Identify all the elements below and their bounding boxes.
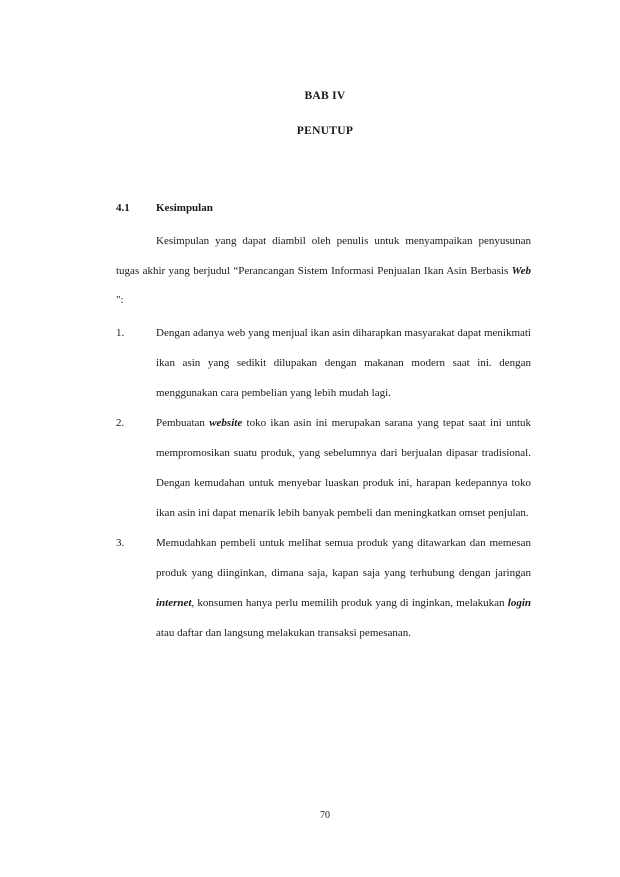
list-item <box>116 408 531 528</box>
list-item-number: 3. <box>116 537 125 549</box>
list-item-text: toko ikan asin ini merupakan sarana yang tepat saat ini untuk mempromosikan suatu produk, yang sebelumnya dari berjualan dipasar tradisional. Dengan kemudahan untuk menyebar luaskan produk ini, harapan kedepannya toko ikan asin ini dapat menarik lebih banyak pembeli dan meningkatkan omset penjulan. <box>156 417 531 519</box>
list-item-number: 1. <box>116 327 125 339</box>
list-item-emphasis: internet <box>156 597 192 609</box>
chapter-title: PENUTUP <box>296 125 354 137</box>
section-title: Kesimpulan <box>156 202 213 214</box>
list-item-text: atau daftar dan langsung melakukan transaksi pemesanan. <box>156 627 412 639</box>
list-item-emphasis: website <box>209 417 243 429</box>
list-item-text: , konsumen hanya perlu memilih produk yang di inginkan, melakukan <box>191 597 508 609</box>
list-item-text: Memudahkan pembeli untuk melihat semua produk yang ditawarkan dan memesan produk yang diinginkan, dimana saja, kapan saja yang terhubung dengan jaringan <box>156 537 531 579</box>
list-item <box>116 528 531 648</box>
conclusion-list <box>116 318 531 648</box>
list-item-emphasis: login <box>507 597 531 609</box>
page-number: 70 <box>320 810 330 821</box>
intro-text-before: Kesimpulan yang dapat diambil oleh penulis untuk menyampaikan penyusunan tugas akhir yang berjudul “Perancangan Sistem Informasi Penjualan Ikan Asin Berbasis <box>116 235 531 277</box>
chapter-number: BAB IV <box>304 90 346 102</box>
list-item-text: Dengan adanya web yang menjual ikan asin diharapkan masyarakat dapat menikmati ikan asin yang sedikit dilupakan dengan makanan modern saat ini. dengan menggunakan cara pembelian yang lebih mudah lagi. <box>156 327 531 399</box>
list-item-text: Pembuatan <box>156 417 210 429</box>
intro-text-after: ": <box>116 294 124 306</box>
list-item-number: 2. <box>116 417 125 429</box>
section-number: 4.1 <box>116 202 130 214</box>
list-item <box>116 318 531 408</box>
intro-paragraph <box>116 227 531 316</box>
intro-emphasis: Web <box>511 264 531 277</box>
